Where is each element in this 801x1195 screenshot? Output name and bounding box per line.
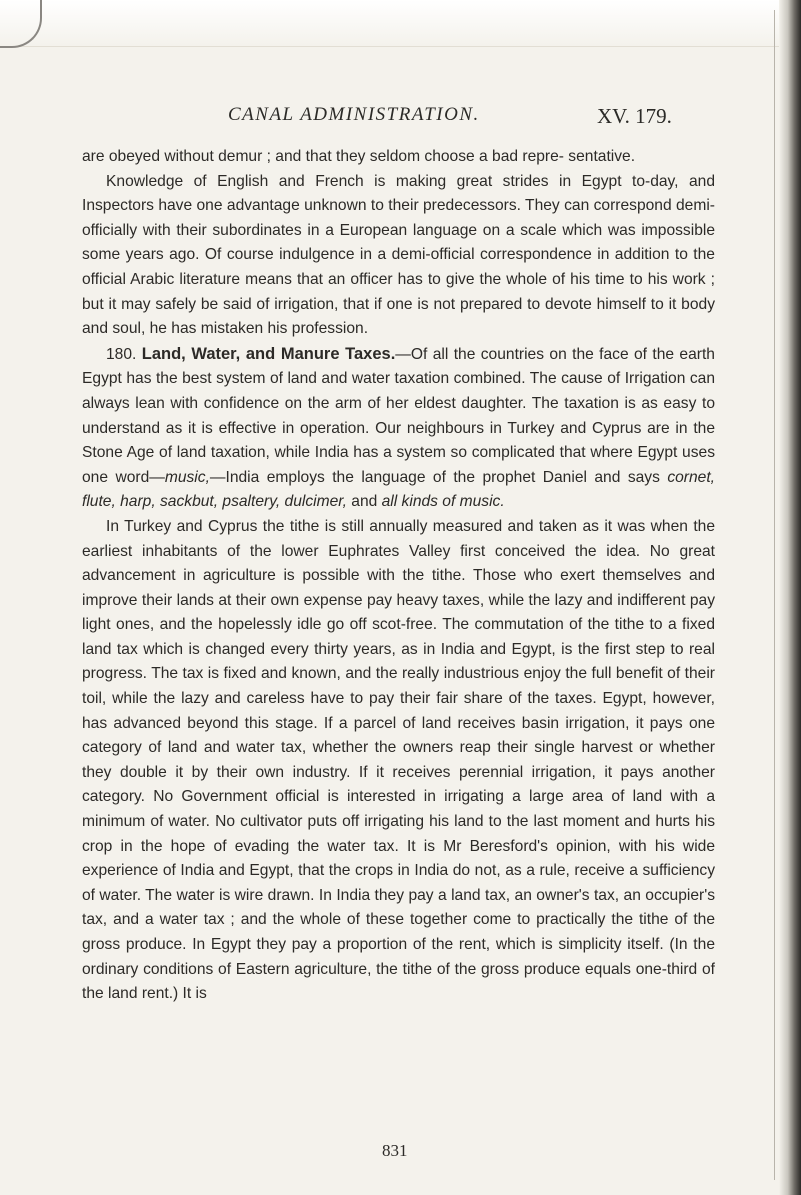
section-italic-instruments: cornet, flute, harp, sackbut, psaltery, dulcimer, xyxy=(82,468,715,511)
section-number: 180. xyxy=(106,345,137,363)
paragraph-continuation: are obeyed without demur ; and that they seldom choose a bad repre- sentative. xyxy=(82,148,636,165)
scan-gutter-line xyxy=(774,10,775,1180)
paragraph-section-180 xyxy=(82,342,715,515)
section-italic-all-kinds: all kinds of music. xyxy=(381,493,505,511)
section-heading: Land, Water, and Manure Taxes. xyxy=(141,344,396,363)
page-number: 831 xyxy=(382,1141,408,1160)
running-head: CANAL ADMINISTRATION. xyxy=(228,104,480,125)
paragraph-knowledge: Knowledge of English and French is making great strides in Egypt to-day, and Inspectors have one advantage unknown to their predecessors. They can correspond demi-officially with their subordinates in a European language on a scale which was impossible some years ago. Of course indulgence in a demi-official correspondence in addition to the official Arabic literature means that an officer has to give the whole of his time to his work ; but it may safely be said of irrigation, that if one is not prepared to devote himself to it body and soul, he has mistaken his profession. xyxy=(82,172,715,338)
section-italic-music: music, xyxy=(164,468,210,486)
section-text-part-c: and xyxy=(346,493,382,511)
paragraph-tithe: In Turkey and Cyprus the tithe is still annually measured and taken as it was when the earliest inhabitants of the lower Euphrates Valley first conceived the idea. No great advancement in agriculture is possible with the tithe. Those who exert themselves and improve their lands at their own expense pay heavy taxes, while the lazy and indifferent pay light ones, and the hopelessly idle go off scot-free. The commutation of the tithe to a fixed land tax which is changed every thirty years, as in India and Egypt, is the first step to real progress. The tax is fixed and known, and the really industrious enjoy the full benefit of their toil, while the lazy and careless have to pay their fair share of the taxes. Egypt, however, has advanced beyond this stage. If a parcel of land receives basin irrigation, it pays one category of land and water tax, whether the owners reap their single harvest or whether they double it by their own industry. If it receives perennial irrigation, it pays another category. No Government official is interested in irrigating a large area of land with a minimum of water. No cultivator puts off irrigating his land to the last moment and hurts his crop in the hope of evading the water tax. It is Mr Beresford's opinion, with his wide experience of India and Egypt, that the crops in India do not, as a rule, receive a sufficiency of water. The water is wire drawn. In India they pay a land tax, an owner's tax, an occupier's tax, and a water tax ; and the whole of these together come to practically the tithe of the gross produce. In Egypt they pay a proportion of the rent, which is simplicity itself. (In the ordinary conditions of Eastern agriculture, the tithe of the gross produce equals one-third of the land rent.) It is xyxy=(82,517,715,1003)
body-text xyxy=(82,145,715,1007)
chapter-page-folio: XV. 179. xyxy=(597,104,672,128)
section-text-part-a: —Of all the countries on the face of the earth Egypt has the best system of land and water taxation combined. The cause of Irrigation can always lean with confidence on the arm of her eldest daughter. The taxation is as easy to understand as it is effective in operation. Our neighbours in Turkey and Cyprus are in the Stone Age of land taxation, while India has a system so complicated that where Egypt uses one word— xyxy=(82,345,715,486)
section-text-part-b: —India employs the language of the prophet Daniel and says xyxy=(209,468,668,486)
scan-right-edge-shadow xyxy=(779,0,801,1195)
scan-top-edge xyxy=(0,0,801,47)
